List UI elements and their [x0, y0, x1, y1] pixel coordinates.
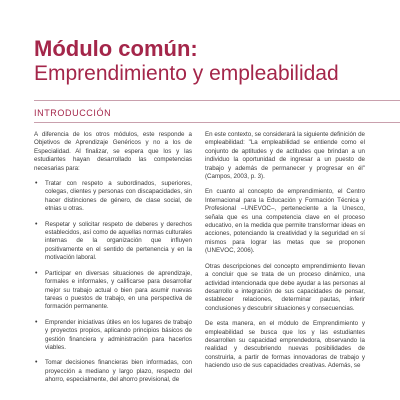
intro-paragraph: A diferencia de los otros módulos, este responde a Objetivos de Aprendizaje Genéricos y no a los de Especialidad. Al finalizar, se espera que los y las estudiantes hayan desarrollado las competencias necesarias para:: [34, 131, 192, 172]
section-heading: INTRODUCCIÓN: [34, 108, 112, 118]
right-column: [205, 131, 365, 378]
body-paragraph: Otras descripciones del concepto emprendimiento llevan a concluir que se trata de un proceso dinámico, una actividad intencionada que debe ayudar a las personas al desarrollo e integración de sus capacidades de pensar, establecer relaciones, determinar pautas, inferir conclusiones y descubrir situaciones y consecuencias.: [205, 262, 365, 312]
list-item: • Emprender iniciativas útiles en los lugares de trabajo y proyectos propios, aplicando principios básicos de gestión financiera y administración para hacerlos viables.: [34, 319, 192, 353]
list-item: • Respetar y solicitar respeto de deberes y derechos establecidos, así como de aquellas normas culturales internas de la organización que influyen positivamente en el sentido de pertenencia y en la motivación laboral.: [34, 221, 192, 263]
section-rule-bottom: [34, 122, 400, 123]
left-column: [34, 131, 192, 392]
body-paragraph: De esta manera, en el módulo de Emprendimiento y empleabilidad se busca que los y las estudiantes desarrollen su capacidad emprendedora, observando la realidad y descubriendo nuevas posibilidades de construirla, a partir de formas innovadoras de trabajo y haciendo uso de sus capacidades creativas. Además, se: [205, 320, 365, 370]
list-item: • Tomar decisiones financieras bien informadas, con proyección a mediano y largo plazo, respecto del ahorro, especialmente, del ahorro previsional, de: [34, 359, 192, 384]
module-subtitle: Emprendimiento y empleabilidad: [34, 62, 339, 85]
module-title: Módulo común:: [34, 36, 198, 61]
section-rule-top: [34, 100, 400, 101]
list-item: • Participar en diversas situaciones de aprendizaje, formales e informales, y calificarse para desarrollar mejor su trabajo actual o bien para asumir nuevas tareas o puestos de trabajo, en una perspectiva de formación permanente.: [34, 270, 192, 312]
body-paragraph: En cuanto al concepto de emprendimiento, el Centro Internacional para la Educación y Formación Técnica y Profesional –UNEVOC–, perteneciente a la Unesco, señala que es una competencia clave en el proceso educativo, en la medida que permite transformar ideas en acciones, potenciando la creatividad y la seguridad en sí mismos para lograr las metas que se proponen (UNEVOC, 2006).: [205, 188, 365, 255]
body-paragraph: En este contexto, se considerará la siguiente definición de empleabilidad: "La empleabilidad se entiende como el conjunto de aptitudes y de actitudes que brindan a un individuo la oportunidad de ingresar a un puesto de trabajo y además de permanecer y progresar en él" (Campos, 2003, p. 3).: [205, 131, 365, 181]
list-item: • Tratar con respeto a subordinados, superiores, colegas, clientes y personas con discapacidades, sin hacer distinciones de género, de clase social, de etnias u otras.: [34, 180, 192, 214]
competency-list: [34, 180, 192, 385]
